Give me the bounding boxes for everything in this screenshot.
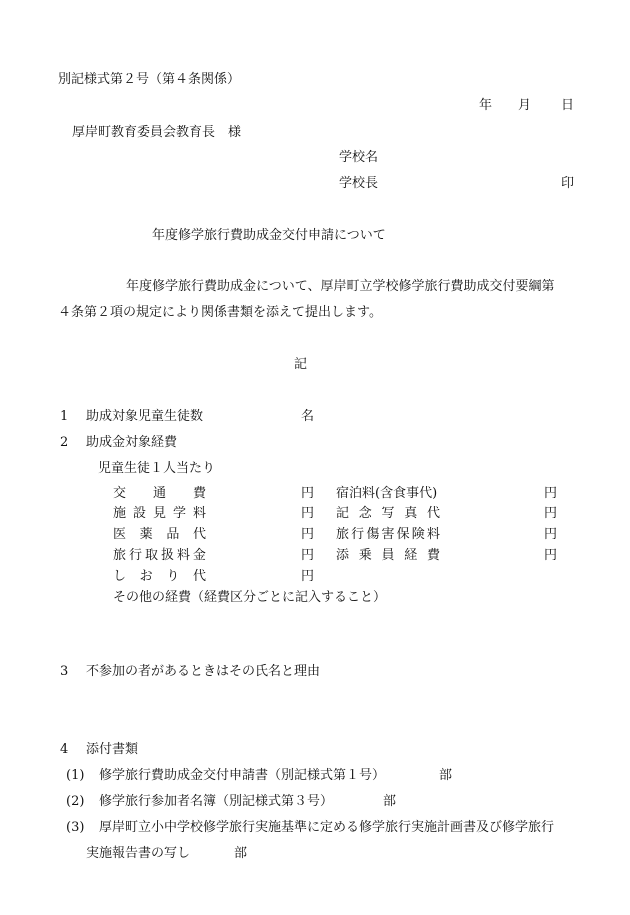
document-title: 年度修学旅行費助成金交付申請について bbox=[152, 228, 386, 243]
item3-label: 不参加の者があるときはその氏名と理由 bbox=[86, 664, 321, 679]
cost-item-transport: 交 通 費 bbox=[113, 486, 206, 501]
ki-heading: 記 bbox=[294, 357, 308, 372]
attachment-text: 厚岸町立小中学校修学旅行実施基準に定める修学旅行実施計画書及び修学旅行 bbox=[99, 820, 555, 835]
body-line-1: 年度修学旅行費助成金について、厚岸町立学校修学旅行費助成交付要綱第 bbox=[126, 279, 555, 294]
attachment-unit: 部 bbox=[234, 846, 248, 861]
item4-number: 4 bbox=[60, 742, 69, 757]
cost-item-photo: 記 念 写 真 代 bbox=[336, 506, 440, 521]
cost-item-facility-fee: 施 設 見 学 料 bbox=[113, 506, 206, 521]
attachment-unit: 部 bbox=[383, 794, 397, 809]
date-day: 日 bbox=[561, 98, 575, 113]
school-name-label: 学校名 bbox=[339, 150, 379, 165]
other-costs: その他の経費（経費区分ごとに記入すること） bbox=[113, 590, 387, 605]
attachment-number: (1) bbox=[66, 768, 85, 783]
attachment-text: 修学旅行参加者名簿（別記様式第３号） bbox=[99, 794, 334, 809]
attachment-text: 修学旅行費助成金交付申請書（別記様式第１号） bbox=[99, 768, 386, 783]
cost-item-guidebook: し お り 代 bbox=[113, 569, 206, 584]
form-id: 別記様式第２号（第４条関係） bbox=[58, 72, 241, 87]
cost-unit: 円 bbox=[301, 506, 315, 521]
per-student-label: 児童生徒１人当たり bbox=[98, 461, 216, 476]
item1-unit: 名 bbox=[301, 409, 315, 424]
item2-label: 助成金対象経費 bbox=[86, 435, 178, 450]
cost-unit: 円 bbox=[544, 548, 558, 563]
cost-unit: 円 bbox=[301, 486, 315, 501]
attachment-text-continued: 実施報告書の写し bbox=[86, 846, 191, 861]
item1-number: 1 bbox=[60, 409, 69, 424]
principal-label: 学校長 bbox=[339, 176, 379, 191]
seal-mark: 印 bbox=[561, 176, 575, 191]
cost-item-handling-fee: 旅 行 取 扱 料 金 bbox=[113, 548, 206, 563]
cost-unit: 円 bbox=[544, 486, 558, 501]
attachment-number: (3) bbox=[66, 820, 85, 835]
cost-item-medicine: 医 薬 品 代 bbox=[113, 527, 206, 542]
cost-unit: 円 bbox=[301, 548, 315, 563]
body-line-2: ４条第２項の規定により関係書類を添えて提出します。 bbox=[58, 305, 382, 320]
date-month: 月 bbox=[518, 98, 532, 113]
addressee: 厚岸町教育委員会教育長 様 bbox=[72, 125, 242, 140]
cost-item-escort: 添 乗 員 経 費 bbox=[336, 548, 440, 563]
attachment-number: (2) bbox=[66, 794, 85, 809]
cost-unit: 円 bbox=[301, 569, 315, 584]
cost-item-lodging: 宿泊料(含食事代) bbox=[336, 486, 438, 501]
item2-number: 2 bbox=[60, 435, 69, 450]
cost-unit: 円 bbox=[544, 506, 558, 521]
date-year: 年 bbox=[479, 98, 493, 113]
item3-number: 3 bbox=[60, 664, 69, 679]
item4-label: 添付書類 bbox=[86, 742, 139, 757]
cost-unit: 円 bbox=[301, 527, 315, 542]
cost-item-travel-insurance: 旅 行 傷 害 保 険 料 bbox=[336, 527, 440, 542]
attachment-unit: 部 bbox=[439, 768, 453, 783]
item1-label: 助成対象児童生徒数 bbox=[86, 409, 204, 424]
cost-unit: 円 bbox=[544, 527, 558, 542]
